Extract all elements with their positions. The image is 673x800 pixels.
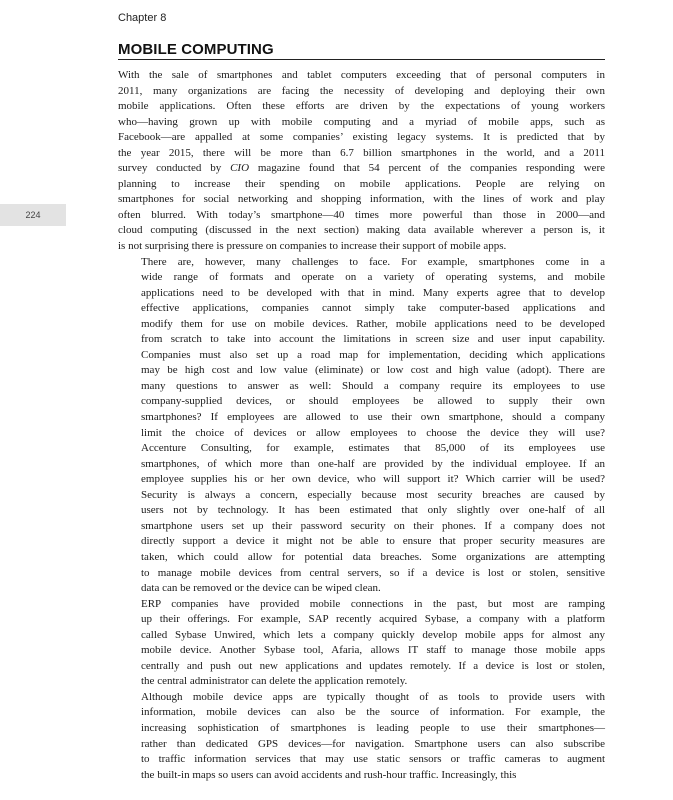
text-line: information, mobile devices can also be the source of information. For example, the xyxy=(141,706,605,719)
chapter-label: Chapter 8 xyxy=(118,12,167,24)
text-line: rather than dedicated GPS devices—for navigation. Smartphone users can also subscribe xyxy=(141,737,605,750)
text-line: to manage mobile devices from central servers, so if a device is lost or stolen, sensitive xyxy=(141,566,605,579)
text-line: modify them for use on mobile devices. Rather, mobile applications need to be developed xyxy=(141,317,605,330)
magazine-name: CIO xyxy=(230,162,250,175)
text-line: mobile device. Another Sybase tool, Afaria, allows IT staff to manage those mobile apps xyxy=(141,644,605,657)
text-line: ERP companies have provided mobile connections in the past, but most are ramping xyxy=(141,597,605,610)
text-line: effective applications, companies cannot simply take computer-based applications and xyxy=(141,302,605,315)
text-line: Facebook—are appalled at some companies’ existing legacy systems. It is predicted that by xyxy=(118,131,605,144)
page-number: 224 xyxy=(25,210,41,220)
body-text xyxy=(118,68,605,783)
text-line: the built-in maps so users can avoid accidents and rush-hour traffic. Increasingly, this xyxy=(141,768,517,781)
text-line: centrally and push out new applications and updates remotely. If a device is lost or stolen, xyxy=(141,659,605,672)
text-line: Security is always a concern, especially because most security breaches are caused by xyxy=(141,488,605,501)
text-line: smartphones, of which more than one-half are provided by the individual employee. If an xyxy=(141,457,605,470)
title-rule xyxy=(118,59,605,60)
text-line: limit the choice of devices or allow employees to choose the device they will use? xyxy=(141,426,605,439)
paragraph xyxy=(118,68,605,255)
section-title: MOBILE COMPUTING xyxy=(118,41,274,58)
page-number-tab xyxy=(0,204,66,226)
text-line: smartphone users set up their password security on their phones. If a company does not xyxy=(141,519,605,532)
text-line: There are, however, many challenges to face. For example, smartphones come in a xyxy=(141,255,605,268)
text-line: smartphones? If employees are allowed to use their own smartphone, should a company xyxy=(141,411,605,424)
text-line: many questions to answer as well: Should a company require its employees to use xyxy=(141,379,605,392)
text-line: who—having grown up with mobile computing and a myriad of mobile apps, such as xyxy=(118,115,605,128)
text-line: directly support a device it might not be able to ensure that proper security measures are xyxy=(141,535,605,548)
text-line: 2011, many organizations are facing the necessity of developing and deploying their own xyxy=(118,84,605,97)
text-line: smartphones for social networking and shopping information, with the lines of work and play xyxy=(118,193,605,206)
paragraph xyxy=(118,597,605,690)
paragraph xyxy=(118,255,605,597)
text-line: is not surprising there is pressure on companies to increase their support of mobile apps. xyxy=(118,240,507,253)
text-line: taken, which could allow for potential data breaches. Some organizations are attempting xyxy=(141,550,605,563)
paragraph xyxy=(118,690,605,783)
text-line: cloud computing (discussed in the next section) making data available wherever a person is, it xyxy=(118,224,605,237)
text-line: may be high cost and low value (eliminate) or low cost and high value (adopt). There are xyxy=(141,364,605,377)
text-line: often blurred. With today’s smartphone—40 times more powerful than those in 2000—and xyxy=(118,208,605,221)
text-line: data can be removed or the device can be wiped clean. xyxy=(141,582,381,595)
text-line: Companies must also set up a road map for implementation, deciding which applications xyxy=(141,348,605,361)
text-line: called Sybase Unwired, which lets a company quickly develop mobile apps for almost any xyxy=(141,628,605,641)
text-line: planning to increase their spending on mobile applications. People are relying on xyxy=(118,177,605,190)
text-line: mobile applications. Often these efforts are driven by the expectations of young workers xyxy=(118,100,605,113)
text-line: survey conducted by CIO magazine found that 54 percent of the companies responding were xyxy=(118,162,606,175)
text-line: the central administrator can delete the application remotely. xyxy=(141,675,408,688)
text-line: company-supplied devices, or should employees be allowed to supply their own xyxy=(141,395,605,408)
text-line: Accenture Consulting, for example, estimates that 85,000 of its employees use xyxy=(141,442,605,455)
text-line: Although mobile device apps are typically thought of as tools to provide users with xyxy=(141,690,605,703)
text-line: employee supplies his or her own device, who will support it? Which carrier will be used? xyxy=(141,473,605,486)
text-line: to traffic information services that may use static sensors or traffic cameras to augment xyxy=(141,753,605,766)
text-line: With the sale of smartphones and tablet computers exceeding that of personal computers in xyxy=(118,69,605,81)
text-line: up their offerings. For example, SAP recently acquired Sybase, a company with a platform xyxy=(141,613,605,626)
text-line: users not by technology. It has been estimated that only slightly over one-half of all xyxy=(141,504,605,517)
text-line: increasing sophistication of smartphones is leading people to use their smartphones— xyxy=(141,721,605,734)
text-line: from scratch to take into account the limitations in screen size and user input capability. xyxy=(141,333,605,346)
text-line: wide range of formats and operate on a variety of operating systems, and mobile xyxy=(141,271,605,284)
text-line: applications need to be developed with that in mind. Many experts agree that to develop xyxy=(141,286,605,299)
text-line: the year 2015, there will be more than 6.7 billion smartphones in the world, and a 2011 xyxy=(118,146,605,159)
